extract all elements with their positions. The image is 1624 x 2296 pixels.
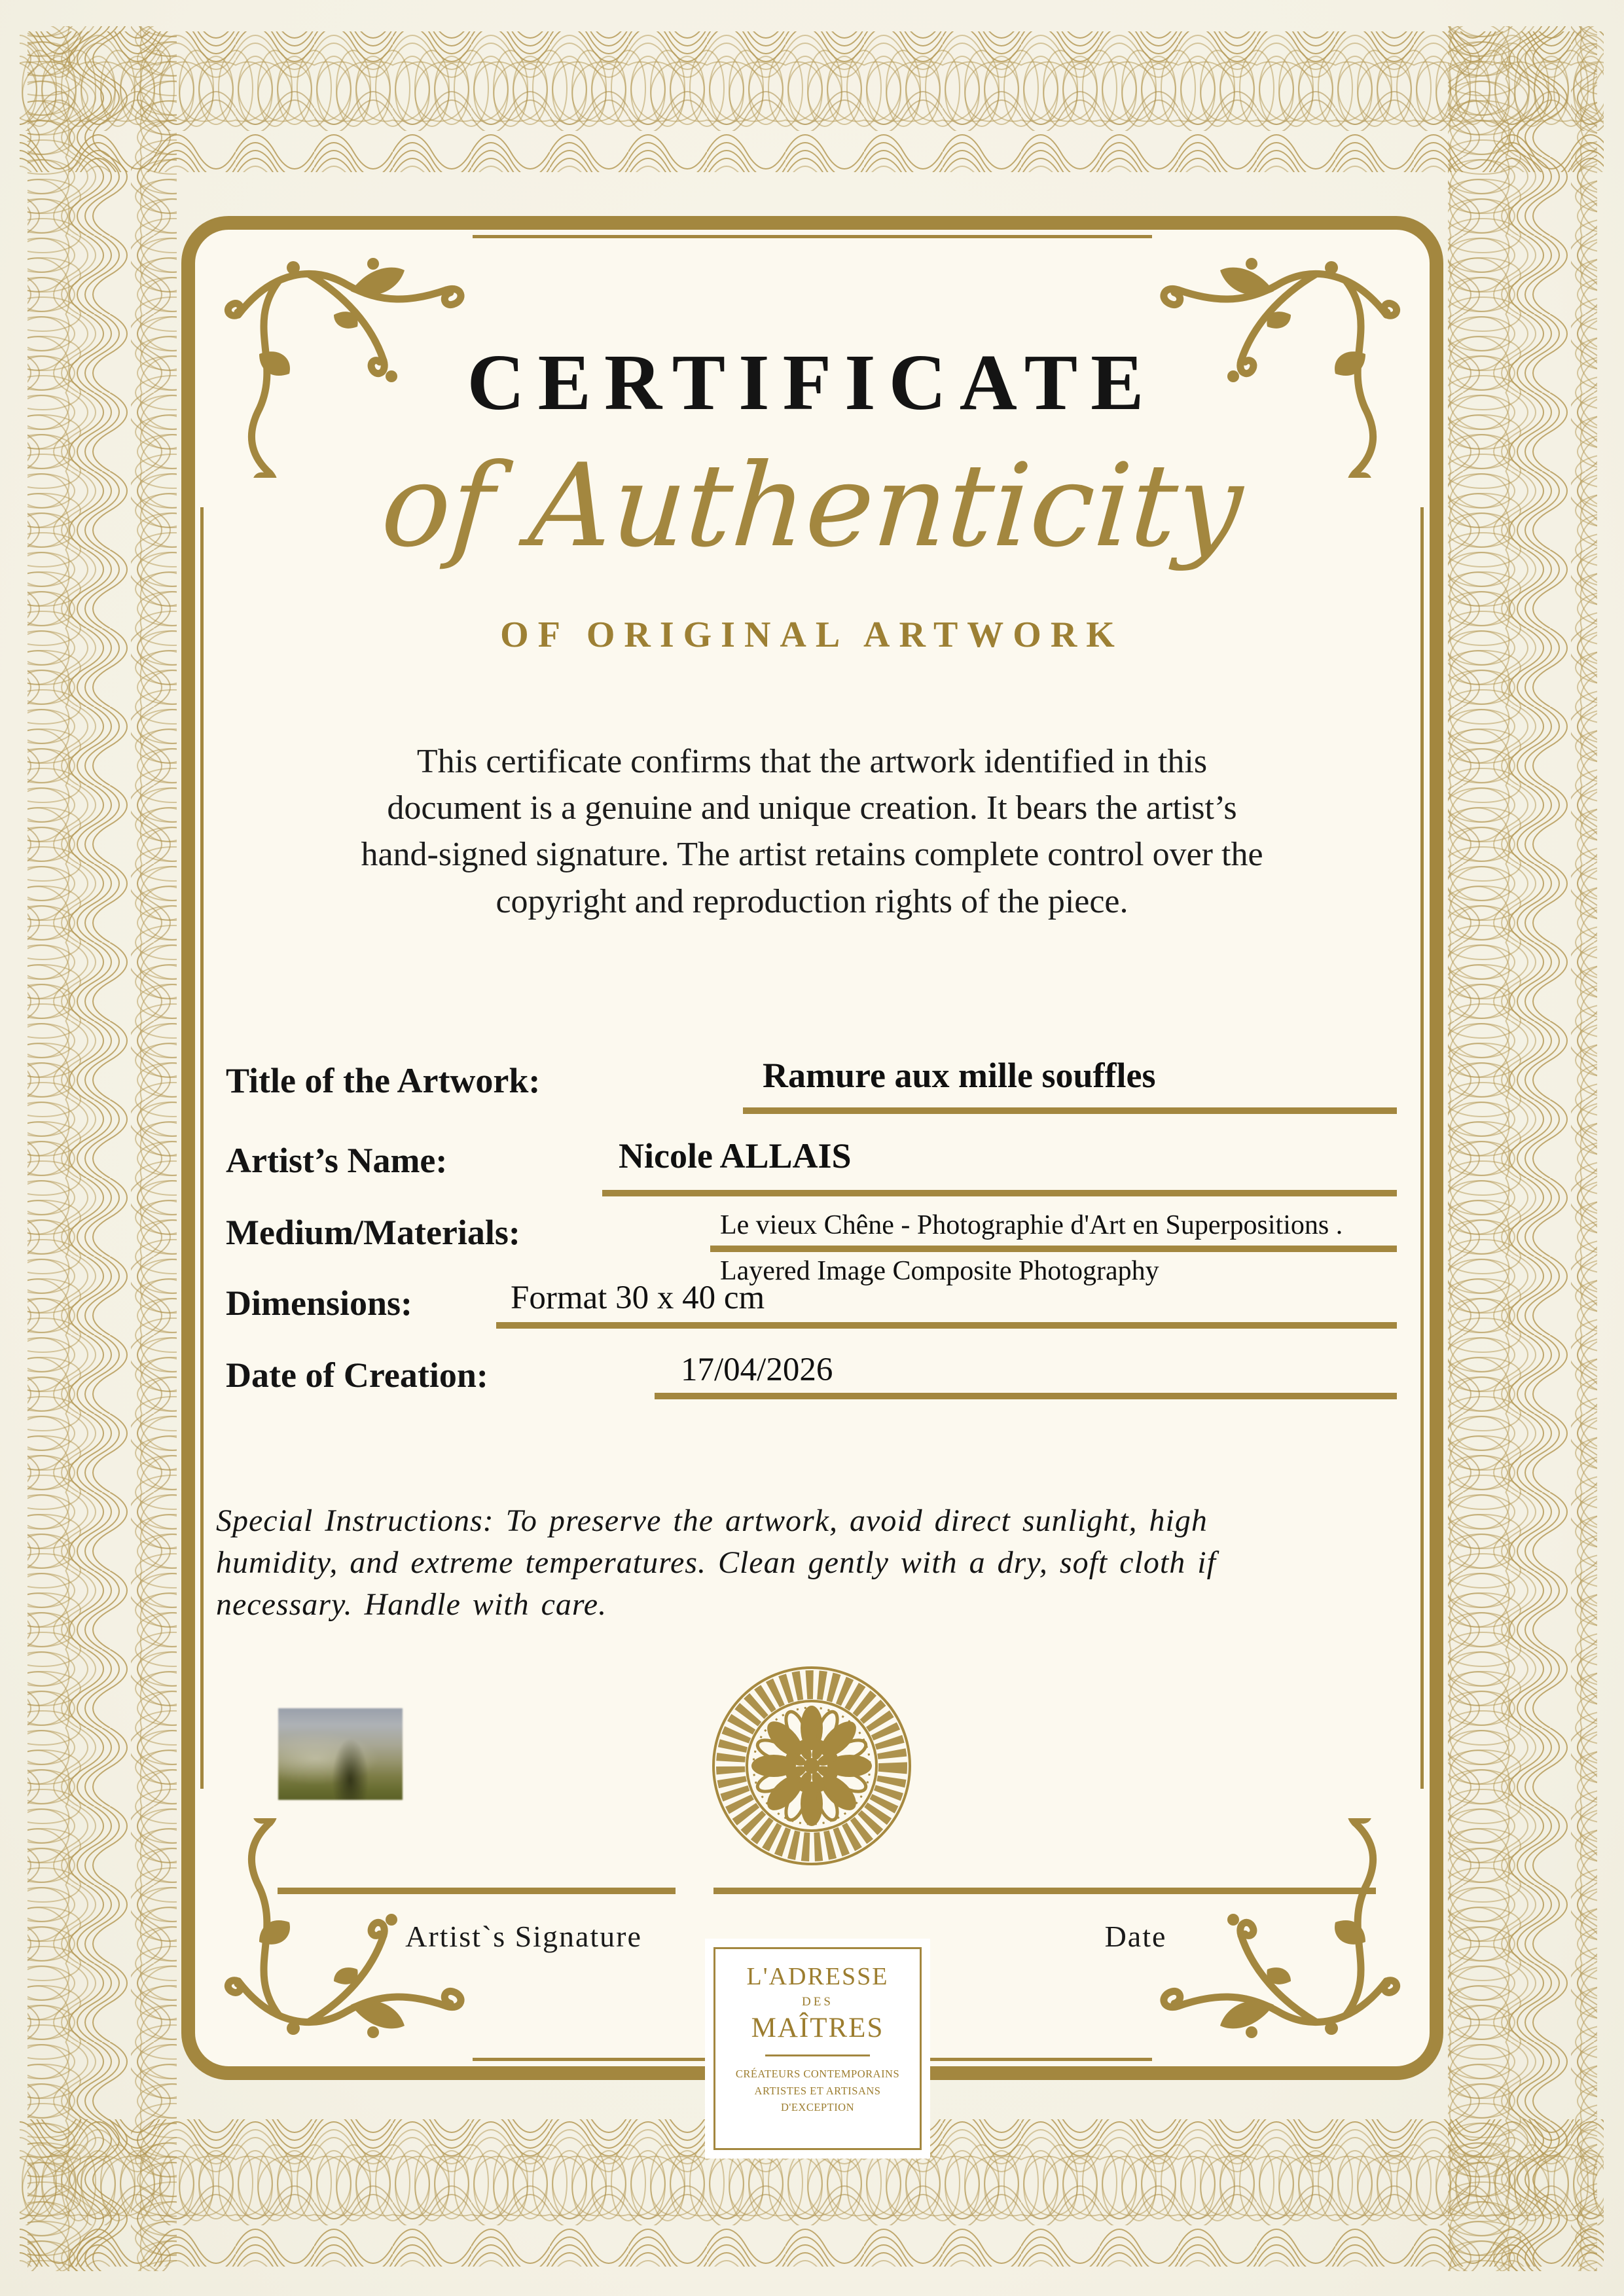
publisher-logo-border (713, 1947, 922, 2150)
date-rule (713, 1888, 1376, 1894)
field-value-medium-line2: Layered Image Composite Photography (720, 1256, 1159, 1286)
field-rule-medium (710, 1246, 1397, 1252)
field-label-medium: Medium/Materials: (226, 1213, 520, 1252)
field-value-dimensions: Format 30 x 40 cm (511, 1280, 765, 1316)
certificate-subtitle: of Authenticity (377, 440, 1247, 573)
field-value-creation-date: 17/04/2026 (681, 1352, 833, 1388)
field-label-dimensions: Dimensions: (226, 1283, 413, 1323)
gold-seal-icon (708, 1662, 915, 1869)
inner-rule-left (200, 507, 204, 1789)
publisher-name-line3: MAÎTRES (751, 2013, 884, 2043)
publisher-subtitle-line1: CRÉATEURS CONTEMPORAINS (735, 2068, 900, 2080)
signature-rule (278, 1888, 676, 1894)
field-label-creation-date: Date of Creation: (226, 1355, 488, 1395)
publisher-name-line2: DES (802, 1995, 833, 2009)
field-label-artist-name: Artist’s Name: (226, 1141, 448, 1180)
field-value-medium-line1: Le vieux Chêne - Photographie d'Art en Superpositions . (720, 1210, 1343, 1240)
date-label: Date (1104, 1920, 1167, 1953)
field-label-artwork-title: Title of the Artwork: (226, 1061, 541, 1100)
field-rule-artwork-title (743, 1107, 1397, 1114)
publisher-subtitle-line3: D'EXCEPTION (780, 2101, 855, 2114)
publisher-name-line1: L'ADRESSE (746, 1963, 889, 1990)
publisher-logo-box (705, 1939, 930, 2159)
publisher-subtitle-line2: ARTISTES ET ARTISANS (754, 2084, 881, 2097)
special-instructions: Special Instructions: To preserve the artwork, avoid direct sunlight, high humidity, and extreme temperatures. Clean gently with a dry, soft cloth if necessary. Handle with care. (216, 1503, 1216, 1622)
intro-paragraph: This certificate confirms that the artwork identified in this document is a genuine and unique creation. It bears the artist’s hand-signed signature. The artist retains complete control over the copyright and reproduction rights of the piece. (361, 743, 1263, 920)
signature-label: Artist`s Signature (405, 1920, 642, 1953)
certificate-tagline: OF ORIGINAL ARTWORK (500, 615, 1124, 655)
border-band-top (20, 31, 1604, 172)
certificate-title: CERTIFICATE (467, 338, 1157, 427)
inner-rule-top (473, 235, 1152, 238)
artwork-thumbnail (278, 1708, 403, 1800)
field-rule-creation-date (655, 1393, 1397, 1399)
inner-rule-right (1420, 507, 1424, 1789)
field-rule-artist-name (602, 1190, 1397, 1196)
field-value-artist-name: Nicole ALLAIS (619, 1136, 852, 1175)
field-value-artwork-title: Ramure aux mille souffles (763, 1056, 1156, 1095)
field-rule-dimensions (496, 1322, 1397, 1329)
publisher-divider (765, 2054, 870, 2056)
